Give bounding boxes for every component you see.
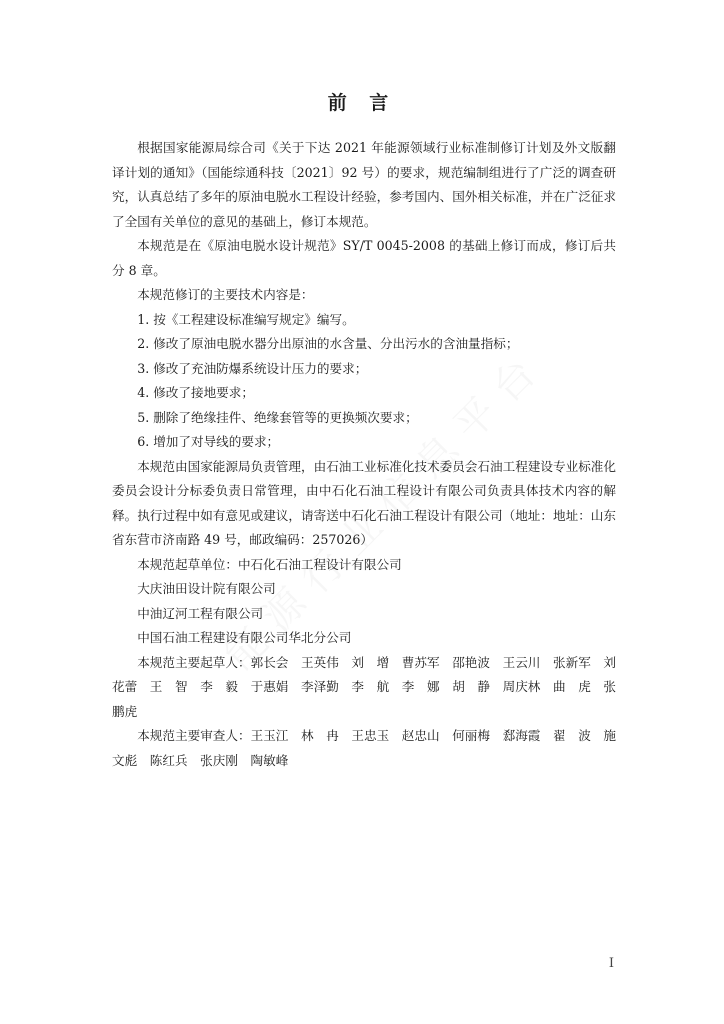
list-item: 5. 删除了绝缘挂件、绝缘套管等的更换频次要求； — [137, 409, 418, 425]
page-number: I — [608, 956, 614, 971]
list-item: 4. 修改了接地要求； — [137, 385, 254, 400]
paragraph-main-content-intro: 本规范修订的主要技术内容是： — [137, 287, 314, 302]
co-drafter-item: 中油辽河工程有限公司 — [137, 605, 264, 621]
list-item: 3. 修改了充油防爆系统设计压力的要求； — [137, 360, 368, 376]
co-drafter-item: 大庆油田设计院有限公司 — [137, 581, 276, 596]
list-item: 2. 修改了原油电脱水器分出原油的水含量、分出污水的含油量指标； — [137, 336, 519, 351]
paragraph-revision-basis: 本规范是在《原油电脱水设计规范》SY/T 0045-2008 的基础上修订而成，修订后共分 8 章。 — [112, 238, 616, 278]
page-title: 前 言 — [327, 92, 397, 114]
paragraph-management: 本规范由国家能源局负责管理，由石油工业标准化技术委员会石油工程建设专业标准化委员会设计分标委负责日常管理，由中石化石油工程设计有限公司负责具体技术内容的解释。执行过程中如有意见或建议，请寄送中石化石油工程设计有限公司（地址：地址：山东省东营市济南路 49 号，邮政编码：257026） — [112, 458, 616, 547]
preface-body — [112, 136, 616, 773]
paragraph-main-drafters: 本规范主要起草人：郭长会 王英伟 刘 增 曹苏军 邵艳波 王云川 张新军 刘花蕾 王 智 李 毅 于惠娟 李泽勤 李 航 李 娜 胡 静 周庆林 曲 虎 张鹏虎 — [112, 654, 616, 719]
list-item: 1. 按《工程建设标准编写规定》编写。 — [137, 311, 355, 327]
paragraph-drafting-unit: 本规范起草单位：中石化石油工程设计有限公司 — [137, 556, 402, 572]
list-item: 6. 增加了对导线的要求； — [137, 434, 280, 449]
co-drafter-item: 中国石油工程建设有限公司华北分公司 — [137, 630, 352, 645]
paragraph-main-reviewers: 本规范主要审查人：王玉江 林 冉 王忠玉 赵忠山 何丽梅 郄海霞 翟 波 施文彪 陈红兵 张庆刚 陶敏峰 — [112, 728, 616, 768]
paragraph-background: 根据国家能源局综合司《关于下达 2021 年能源领域行业标准制修订计划及外文版翻译计划的通知》（国能综通科技〔2021〕92 号）的要求，规范编制组进行了广泛的调查研究，认真总结了多年的原油电脱水工程设计经验，参考国内、国外相关标准，并在广泛征求了全国有关单位的意见的基础上，修订本规范。 — [112, 140, 616, 229]
